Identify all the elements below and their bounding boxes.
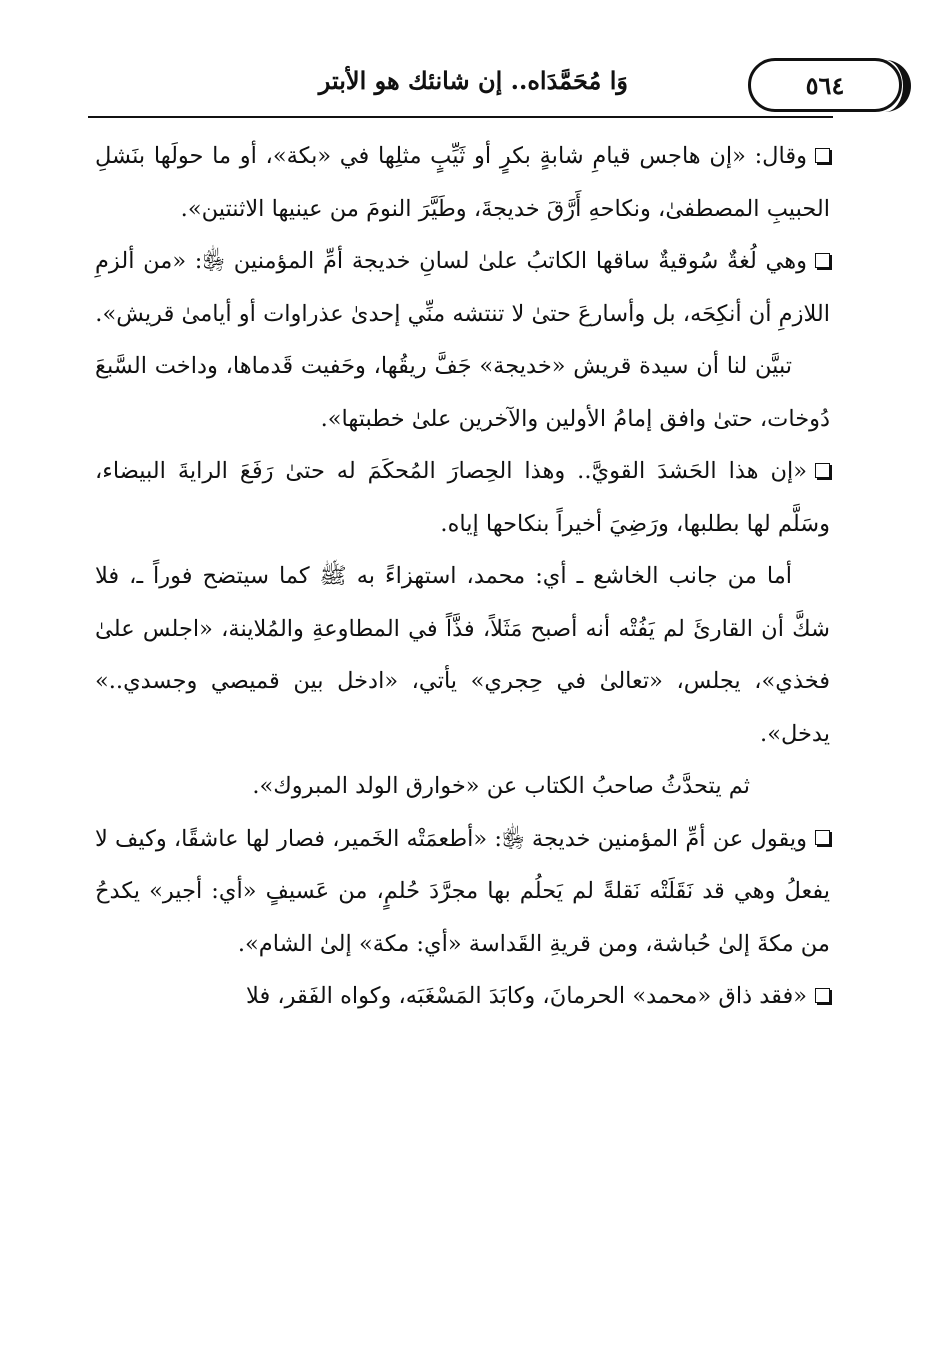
paragraph-text: «إن هذا الحَشدَ القويَّ.. وهذا الحِصارَ المُحكَمَ له حتىٰ رَفَعَ الرايةَ البيضاء، وسَلَّم لها بطلبها، ورَضِيَ أخيراً بنكاحها إياه.: [95, 458, 830, 537]
page-body: [95, 130, 830, 1023]
paragraph-8: [95, 970, 830, 1023]
paragraph-5: [95, 550, 830, 760]
paragraph-text: وهي لُغةٌ سُوقيةٌ ساقها الكاتبُ علىٰ لسانِ خديجة أمِّ المؤمنين ﵂: «من ألزمِ اللازمِ أن أنكِحَه، بل وأسارعَ حتىٰ لا تنتشه منِّي إحدىٰ عذراوات أو أيامىٰ قريش».: [95, 248, 830, 327]
paragraph-text: ثم يتحدَّثُ صاحبُ الكتاب عن «خوارق الولد المبروك».: [252, 773, 750, 799]
running-head: وَا مُحَمَّدَاه.. إن شانئك هو الأبتر: [318, 66, 628, 95]
page-number: ٥٦٤: [748, 58, 902, 112]
paragraph-2: [95, 235, 830, 340]
paragraph-text: أما من جانب الخاشع ـ أي: محمد، استهزاءً به ﷺ كما سيتضح فوراً ـ، فلا شكَّ أن القارئَ لم يَفُتْه أنه أصبح مَثَلاً، فذَّاً في المطاوعةِ والمُلاينة، «اجلس علىٰ فخذي»، يجلس، «تعالىٰ في حِجري» يأتي، «ادخل بين قميصي وجسدي..» يدخل».: [95, 563, 830, 747]
square-bullet-icon: [815, 253, 830, 268]
paragraph-1: [95, 130, 830, 235]
paragraph-text: وقال: «إن هاجس قيامِ شابةٍ بكرٍ أو ثَيِّبٍ مثلِها في «بكة»، أو ما حولَها بنَشلِ الحبيبِ المصطفىٰ، ونكاحهِ أَرَّقَ خديجةَ، وطَيَّرَ النومَ من عينيها الاثنتين».: [95, 143, 830, 222]
paragraph-text: «فقد ذاق «محمد» الحرمانَ، وكابَدَ المَسْغَبَه، وكواه الفَقر، فلا: [246, 983, 807, 1009]
header-divider: [88, 116, 833, 118]
square-bullet-icon: [815, 463, 830, 478]
paragraph-3: [95, 340, 830, 445]
square-bullet-icon: [815, 830, 830, 845]
paragraph-text: تبيَّن لنا أن سيدة قريش «خديجة» جَفَّ ريقُها، وحَفيت قَدماها، وداخت السَّبعَ دُوخات، حتىٰ وافق إمامُ الأولين والآخرين علىٰ خطبتها».: [95, 353, 830, 432]
square-bullet-icon: [815, 988, 830, 1003]
page-number-ornament: [883, 60, 911, 112]
paragraph-text: ويقول عن أمِّ المؤمنين خديجة ﵂: «أطعمَتْه الخَمير، فصار لها عاشقًا، وكيف لا يفعلُ وهي قد نَقَلَتْه نَقلةً لم يَحلُم بها مجرَّدَ حُلمٍ، من عَسيفٍ «أي: أجير» يكدحُ من مكةَ إلىٰ حُباشة، ومن قريةِ القَداسة «أي: مكة» إلىٰ الشام».: [95, 825, 830, 957]
paragraph-7: [95, 813, 830, 971]
page-header: [88, 54, 845, 116]
paragraph-4: [95, 445, 830, 550]
square-bullet-icon: [815, 148, 830, 163]
paragraph-6: [95, 760, 830, 813]
